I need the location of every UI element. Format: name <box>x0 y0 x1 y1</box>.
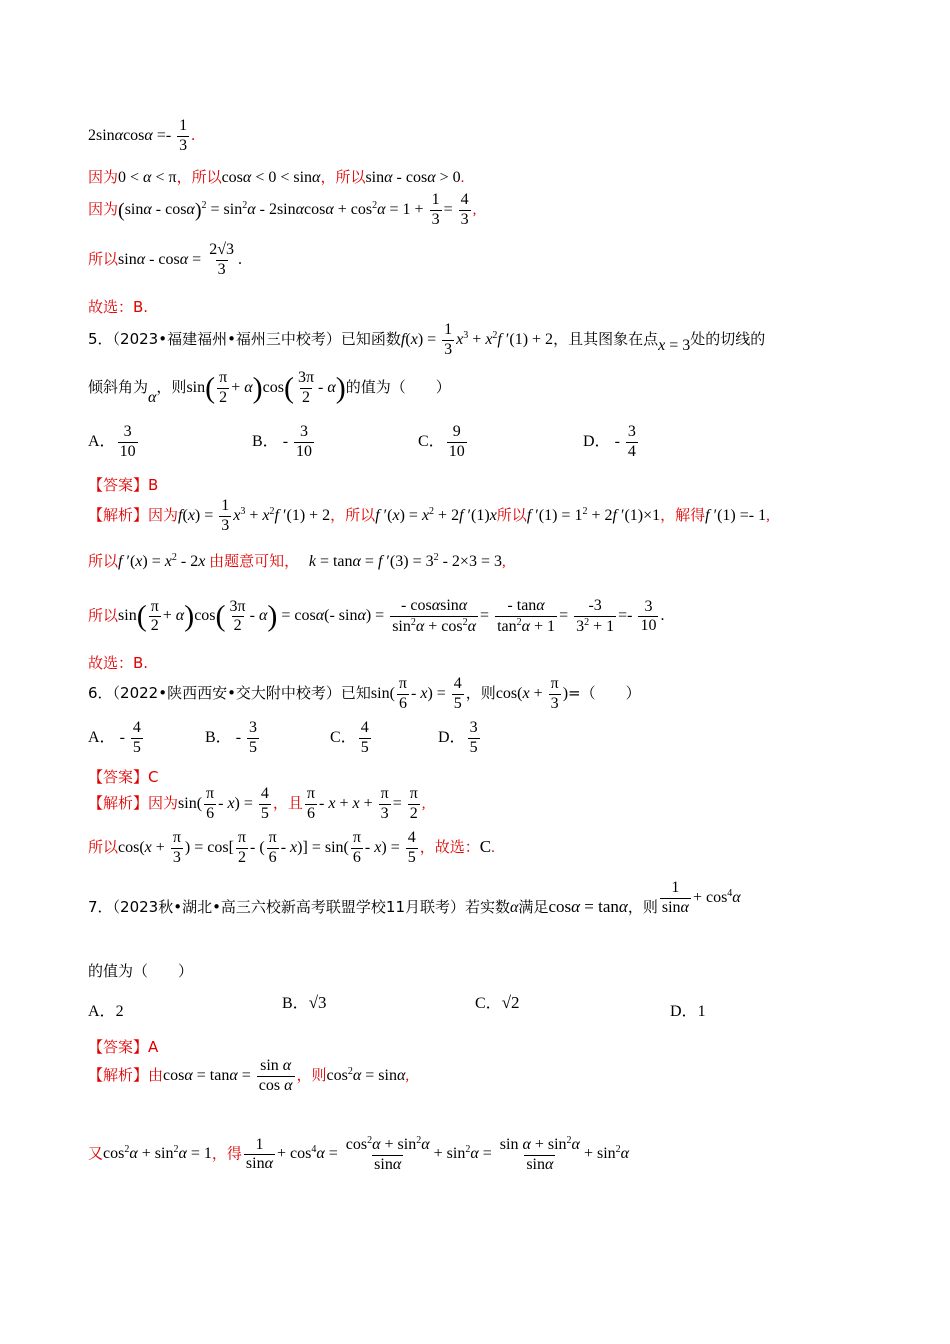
q7-option-a[interactable]: A．2 <box>88 1003 124 1020</box>
q6-answer: 【答案】C <box>88 768 159 786</box>
q7-option-d[interactable]: D．1 <box>670 1003 706 1020</box>
q6-option-a[interactable]: A． - $\frac{4}{5}$ <box>88 719 141 756</box>
top-line-1: 2sinαcosα =- $\frac{1}{3}$ . <box>88 117 196 154</box>
q6-solution-line-2: 所以cos(x + $\frac{\pi}{3}$ ) = cos[ $\frac{\pi}{2}$ - ( $\frac{\pi}{6}$ - x)] = sin( $\frac{\pi}{6}$ - x) = $\frac{4}{5}$ ，故选：C. <box>88 829 495 866</box>
q6-solution-line-1: 【解析】因为sin( $\frac{\pi}{6}$ - x) = $\frac{4}{5}$ ，且 $\frac{\pi}{6}$ - x + x + $\frac{\pi}{3}$ = $\frac{\pi}{2}$ , <box>88 785 426 822</box>
q6-option-d[interactable]: D． $\frac{3}{5}$ <box>438 719 478 756</box>
q7-stem-line-2: 的值为（ ） <box>88 962 194 980</box>
q5-stem-line-1: 5．（2023•福建福州•福州三中校考）已知函数f(x) = $\frac{1}{3}$ $x^3 + x^2f$ ′(1) + 2，且其图象在点x = 3处的切线的 <box>88 321 766 358</box>
q6-option-b[interactable]: B． - $\frac{3}{5}$ <box>205 719 258 756</box>
q7-solution-line-2: 又$\cos^2\alpha + \sin^2\alpha = 1$，得 $\frac{1}{\sin\alpha}$ + $\cos^4\alpha$ = $\frac{\cos^2\alpha + \sin^2\alpha}{\sin\alpha}$ + $\sin^2\alpha$ = $\frac{\sin \alpha + \sin^2\alpha}{\sin\alpha}$ + $\sin^2\alpha$ <box>88 1135 630 1173</box>
top-line-4: 所以sinα - cosα = $\frac{2√3}{3}$ . <box>88 241 242 278</box>
q5-stem-line-2: 倾斜角为α，则sin( $\frac{\pi}{2}$ + α)cos( $\frac{3\pi}{2}$ - α)的值为（ ） <box>88 369 451 406</box>
top-line-2: 因为0 < α < π，所以cosα < 0 < sinα，所以sinα - cosα > 0. <box>88 168 465 186</box>
q7-stem-line-1: 7．（2023秋•湖北•高三六校新高考联盟学校11月联考）若实数α满足cosα = tanα，则 $\frac{1}{\sin\alpha}$ + $\cos^4\alpha$ <box>88 879 741 916</box>
q5-option-d[interactable]: D． - $\frac{3}{4}$ <box>583 423 636 460</box>
q5-solution-line-3: 所以sin( $\frac{\pi}{2}$ + α)cos( $\frac{3\pi}{2}$ - α) = cosα(- sinα) = $\frac{- \cos\alpha\sin\alpha}{\sin^2\alpha + \cos^2\alpha}$ = $\frac{- \tan\alpha}{\tan^2\alpha + 1}$ = $\frac{-3}{3^2 + 1}$ =- $\frac{3}{10}$ . <box>88 597 665 635</box>
q7-option-c[interactable]: C．√2 <box>475 993 520 1012</box>
q5-option-b[interactable]: B． - $\frac{3}{10}$ <box>252 423 313 460</box>
q5-solution-line-1: 【解析】因为f(x) = $\frac{1}{3}$ $x^3 + x^2f$ ′(1) + 2，所以f $'(x) = x^2 + 2f$ ′(1)x所以f $'(1) = 1^2 + 2f$ ′(1)×1，解得f ′(1) =- 1, <box>88 497 770 534</box>
top-line-3: 因为$(\sin\alpha - \cos\alpha)^2 = \sin^2\alpha - 2\sin\alpha\cos\alpha + \cos^2\alpha = 1$ + $\frac{1}{3}$ = $\frac{4}{3}$ , <box>88 191 477 228</box>
q5-option-c[interactable]: C． $\frac{9}{10}$ <box>418 423 465 460</box>
q7-answer: 【答案】A <box>88 1038 159 1056</box>
q5-option-a[interactable]: A． $\frac{3}{10}$ <box>88 423 136 460</box>
q7-solution-line-1: 【解析】由cosα = tanα = $\frac{\text{sin α}}{\text{cos α}}$ ，则$\cos^2\alpha = \sin\alpha$, <box>88 1057 410 1094</box>
q7-option-b[interactable]: B．√3 <box>282 993 327 1012</box>
q5-conclusion: 故选：B. <box>88 654 149 672</box>
q6-stem: 6．（2022•陕西西安•交大附中校考）已知sin( $\frac{\pi}{6}$ - x) = $\frac{4}{5}$ ，则cos(x + $\frac{\pi}{3}$ )=（ ） <box>88 675 641 712</box>
q5-answer: 【答案】B <box>88 476 159 494</box>
top-conclusion: 故选：B. <box>88 298 149 316</box>
q6-option-c[interactable]: C． $\frac{4}{5}$ <box>330 719 369 756</box>
q5-solution-line-2: 所以f $'(x) = x^2 - 2x$ 由题意可知， k = tanα = f $'(3) = 3^2 - 2\times 3 = 3$, <box>88 552 506 570</box>
